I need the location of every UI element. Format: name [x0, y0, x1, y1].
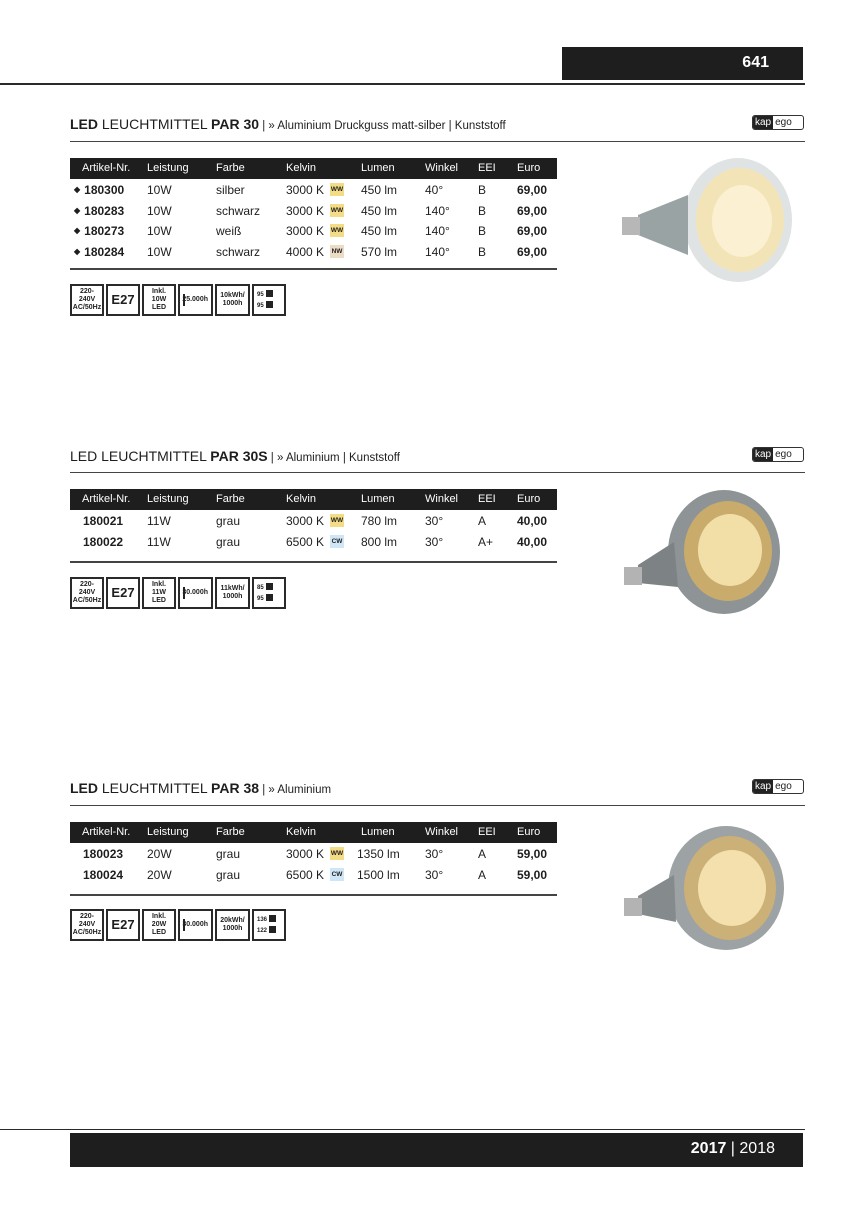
- dimension-icon: 136 122: [252, 909, 286, 941]
- table-row: ◆ 180283 10W schwarz 3000 K WW 450 lm 140° B 69,00: [74, 203, 548, 218]
- catalog-year: 2017 | 2018: [690, 1140, 775, 1157]
- table-row: 180024 20W grau 6500 K CW 1500 lm 30° A 59,00: [83, 867, 548, 882]
- voltage-icon: 220-240V AC/50Hz: [70, 284, 104, 316]
- product-table: [70, 489, 557, 551]
- title-mid: LEUCHTMITTEL: [98, 116, 212, 132]
- table-row: 180023 20W grau 3000 K WW 1350 lm 30° A 59,00: [83, 847, 548, 861]
- bulb-image-par30s: [618, 487, 798, 622]
- page-number: 641: [742, 54, 769, 71]
- section-title: LED LEUCHTMITTEL PAR 38 | » Aluminium: [70, 780, 332, 796]
- table-rule: [70, 561, 557, 563]
- voltage-icon: 220-240V AC/50Hz: [70, 909, 104, 941]
- energy-icon: 10kWh/ 1000h: [215, 284, 250, 316]
- title-led: LED: [70, 116, 98, 132]
- table-row: 180022 11W grau 6500 K CW 800 lm 30° A+ 40,00: [83, 534, 548, 549]
- top-rule: [0, 83, 805, 85]
- inkl-led-icon: Inkl. 10W LED: [142, 284, 176, 316]
- warm-white-badge: WW: [330, 204, 344, 217]
- socket-icon: E27: [106, 577, 140, 609]
- table-rule: [70, 268, 557, 270]
- cold-white-badge: CW: [330, 868, 344, 881]
- table-row: 180021 11W grau 3000 K WW 780 lm 30° A 40,00: [83, 514, 548, 528]
- inkl-led-icon: Inkl. 11W LED: [142, 577, 176, 609]
- warm-white-badge: WW: [330, 514, 344, 527]
- brand-logo: kap ego: [752, 115, 804, 130]
- spec-icons: [70, 284, 286, 316]
- voltage-icon: 220-240V AC/50Hz: [70, 577, 104, 609]
- warm-white-badge: WW: [330, 847, 344, 860]
- socket-icon: E27: [106, 284, 140, 316]
- brand-logo: kap ego: [752, 779, 804, 794]
- section-rule: [70, 472, 805, 473]
- dimension-icon: 95 95: [252, 284, 286, 316]
- table-row: ◆ 180273 10W weiß 3000 K WW 450 lm 140° B 69,00: [74, 224, 548, 238]
- product-table: [70, 822, 557, 884]
- dimension-icon: 85 95: [252, 577, 286, 609]
- lifetime-icon: 30.000h: [178, 909, 213, 941]
- cold-white-badge: CW: [330, 535, 344, 548]
- bulb-image-par38: [618, 820, 798, 955]
- inkl-led-icon: Inkl. 20W LED: [142, 909, 176, 941]
- warm-white-badge: WW: [330, 224, 344, 237]
- table-rule: [70, 894, 557, 896]
- section-rule: [70, 805, 805, 806]
- lifetime-icon: 25.000h: [178, 284, 213, 316]
- footer-rule: [0, 1129, 805, 1130]
- page-number-box: [562, 47, 803, 80]
- table-row: ◆ 180300 10W silber 3000 K WW 450 lm 40° B 69,00: [74, 183, 548, 197]
- section-title: LED LEUCHTMITTEL PAR 30S | » Aluminium | Kunststoff: [70, 448, 400, 464]
- section-title: [70, 116, 506, 132]
- lifetime-icon: 30.000h: [178, 577, 213, 609]
- table-header: Artikel-Nr. Leistung Farbe Kelvin Lumen Winkel EEI Euro: [70, 158, 557, 179]
- title-sub: | » Aluminium Druckguss matt-silber | Kunststoff: [259, 120, 506, 132]
- table-row: ◆ 180284 10W schwarz 4000 K NW 570 lm 140° B 69,00: [74, 244, 548, 259]
- product-table: [70, 158, 557, 261]
- neutral-white-badge: NW: [330, 245, 344, 258]
- spec-icons: [70, 909, 286, 941]
- title-model: PAR 30: [211, 116, 260, 132]
- spec-icons: [70, 577, 286, 609]
- energy-icon: 11kWh/ 1000h: [215, 577, 250, 609]
- warm-white-badge: WW: [330, 183, 344, 196]
- section-rule: [70, 141, 805, 142]
- energy-icon: 20kWh/ 1000h: [215, 909, 250, 941]
- brand-logo: kap ego: [752, 447, 804, 462]
- footer-bar: [70, 1133, 803, 1167]
- bulb-image-par30: [618, 155, 798, 285]
- table-header: Artikel-Nr. Leistung Farbe Kelvin Lumen Winkel EEI Euro: [70, 822, 557, 843]
- socket-icon: E27: [106, 909, 140, 941]
- table-header: Artikel-Nr. Leistung Farbe Kelvin Lumen Winkel EEI Euro: [70, 489, 557, 510]
